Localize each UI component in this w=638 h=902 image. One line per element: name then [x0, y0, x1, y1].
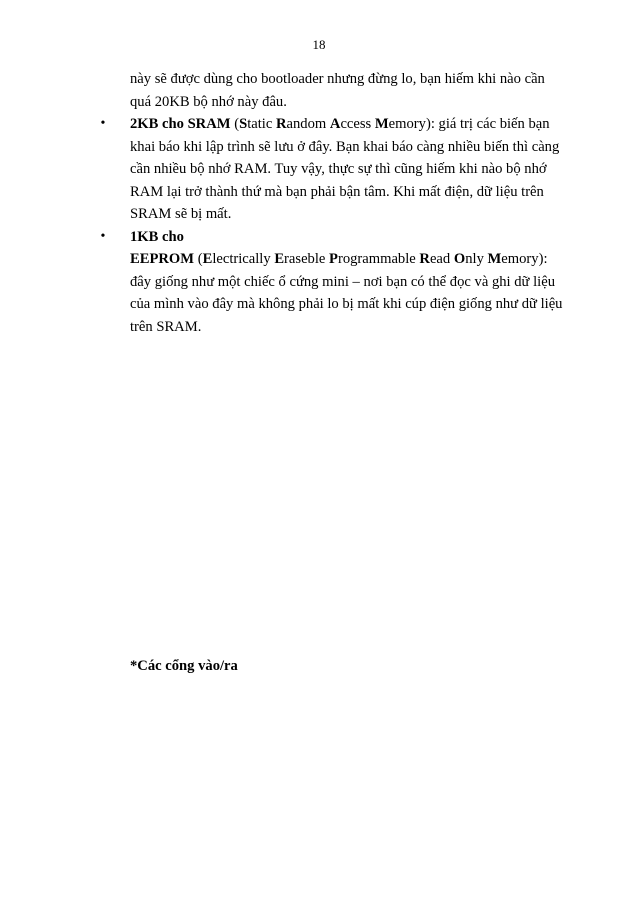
acronym-letter: R — [419, 251, 430, 267]
section-heading: *Các cổng vào/ra — [130, 658, 238, 674]
acronym-letter: M — [374, 116, 389, 132]
text-fragment: emory): — [501, 251, 548, 267]
acronym-letter: A — [329, 116, 341, 132]
acronym-letter: M — [487, 251, 502, 267]
acronym-letter: S — [239, 116, 248, 132]
text-line: này sẽ được dùng cho bootloader nhưng đừng lo, bạn hiếm khi nào cần — [130, 71, 545, 87]
text-fragment: ( — [194, 251, 203, 267]
document-body — [100, 68, 590, 338]
text-fragment: ead — [429, 251, 454, 267]
text-line: RAM lại trở thành thứ mà bạn phải bận tâm. Khi mất điện, dữ liệu trên — [130, 183, 544, 200]
acronym-letter: R — [275, 116, 287, 132]
bullet-icon: • — [100, 116, 106, 131]
text-line: trên SRAM. — [130, 318, 202, 335]
text-fragment: ccess — [340, 116, 375, 132]
text-line: của mình vào đây mà không phải lo bị mất khi cúp điện giống như dữ liệu — [130, 296, 563, 312]
list-item-eeprom — [100, 226, 590, 339]
sram-title: 2KB cho SRAM — [130, 116, 231, 132]
text-fragment: emory): giá trị các biến bạn — [388, 116, 550, 132]
text-line: quá 20KB bộ nhớ này đâu. — [130, 93, 287, 110]
text-line: cần nhiều bộ nhớ RAM. Tuy vậy, thực sự thì cũng hiếm khi nào bộ nhớ — [130, 161, 547, 177]
acronym-letter: O — [453, 251, 466, 267]
eeprom-heading-line — [130, 248, 590, 271]
eeprom-size: 1KB cho — [130, 228, 184, 245]
eeprom-title: EEPROM — [130, 251, 195, 267]
text-line: đây giống như một chiếc ổ cứng mini – nơi bạn có thể đọc và ghi dữ liệu — [130, 273, 555, 290]
text-fragment: rogrammable — [337, 251, 420, 267]
text-fragment: ( — [230, 116, 240, 132]
page-number: 18 — [312, 37, 326, 52]
text-fragment: tatic — [247, 116, 276, 132]
text-fragment: andom — [286, 116, 330, 132]
list-item-sram — [100, 113, 590, 226]
acronym-letter: E — [274, 251, 285, 267]
acronym-letter: E — [202, 251, 213, 267]
text-fragment: nly — [465, 251, 488, 267]
eeprom-size-line — [130, 226, 590, 249]
text-fragment: raseble — [284, 251, 330, 267]
bullet-icon: • — [100, 228, 106, 244]
text-fragment: lectrically — [212, 251, 275, 267]
sram-heading-line — [130, 113, 590, 136]
text-line: SRAM sẽ bị mất. — [130, 206, 232, 222]
continuation-paragraph — [130, 68, 590, 113]
text-line: khai báo khi lập trình sẽ lưu ở đây. Bạn khai báo càng nhiều biến thì càng — [130, 138, 560, 155]
acronym-letter: P — [329, 251, 338, 267]
